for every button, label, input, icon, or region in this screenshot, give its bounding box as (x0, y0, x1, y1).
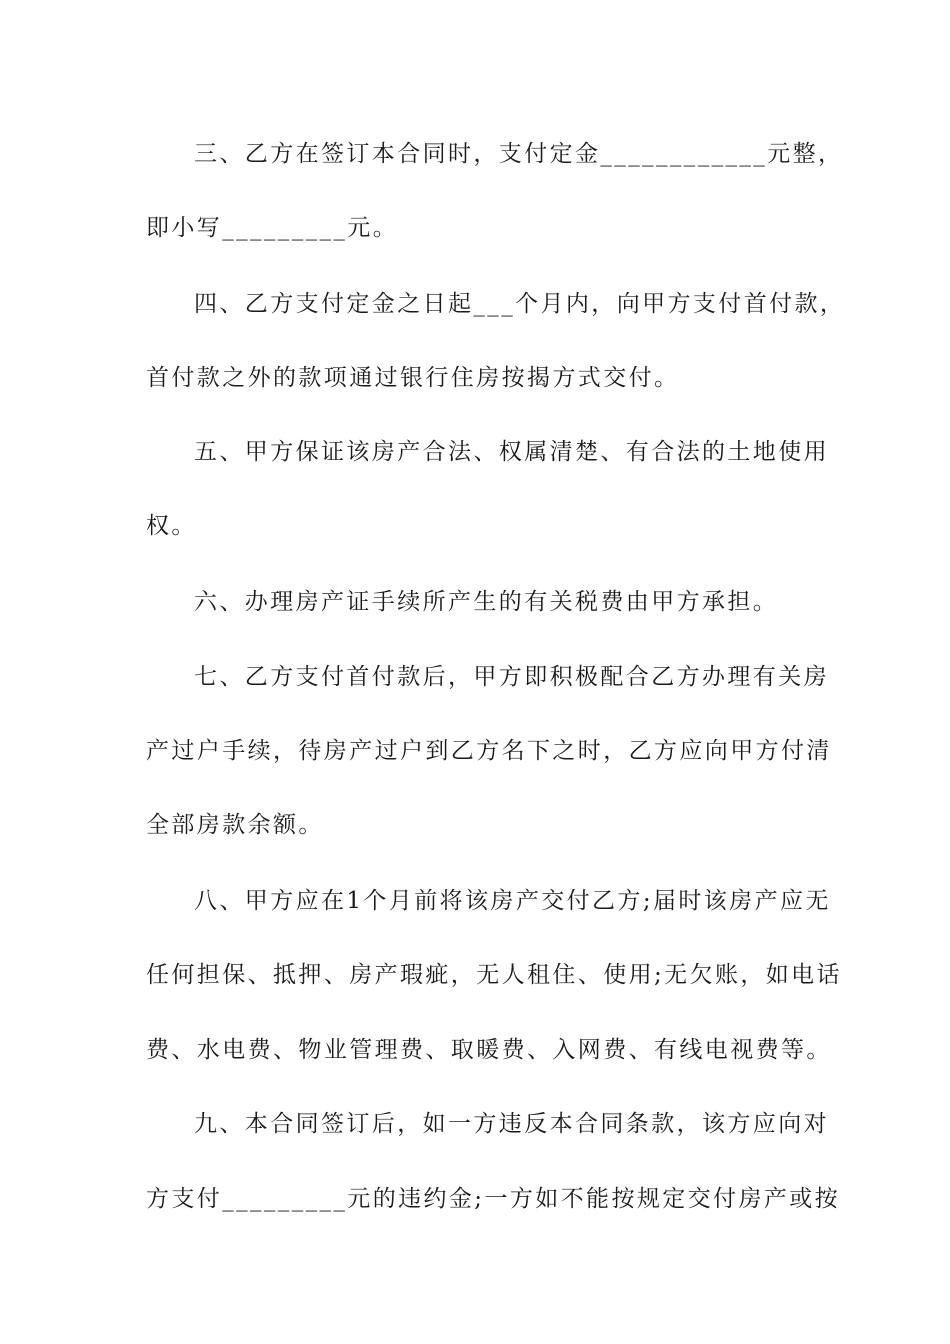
clause-7-line-3: 全部房款余额。 (146, 812, 324, 838)
clause-8-line-2: 任何担保、抵押、房产瑕疵，无人租住、使用;无欠账，如电话 (146, 962, 842, 988)
clause-5-line-2: 权。 (146, 513, 197, 539)
clause-4-line-1: 四、乙方支付定金之日起___个月内，向甲方支付首付款， (194, 291, 846, 317)
clause-3-line-2: 即小写_________元。 (146, 215, 399, 241)
clause-4-line-2: 首付款之外的款项通过银行住房按揭方式交付。 (146, 365, 680, 391)
clause-5-line-1: 五、甲方保证该房产合法、权属清楚、有合法的土地使用 (194, 439, 829, 465)
clause-9-line-2: 方支付_________元的违约金;一方如不能按规定交付房产或按 (146, 1186, 841, 1212)
clause-7-line-2: 产过户手续，待房产过户到乙方名下之时，乙方应向甲方付清 (146, 738, 832, 764)
clause-9-line-1: 九、本合同签订后，如一方违反本合同条款，该方应向对 (194, 1111, 829, 1137)
clause-7-line-1: 七、乙方支付首付款后，甲方即积极配合乙方办理有关房 (194, 664, 829, 690)
clause-6-line-1: 六、办理房产证手续所产生的有关税费由甲方承担。 (194, 589, 779, 615)
clause-8-line-1: 八、甲方应在1个月前将该房产交付乙方;届时该房产应无 (194, 888, 831, 914)
clause-8-line-3: 费、水电费、物业管理费、取暖费、入网费、有线电视费等。 (146, 1037, 832, 1063)
clause-3-line-1: 三、乙方在签订本合同时，支付定金____________元整， (194, 141, 844, 167)
